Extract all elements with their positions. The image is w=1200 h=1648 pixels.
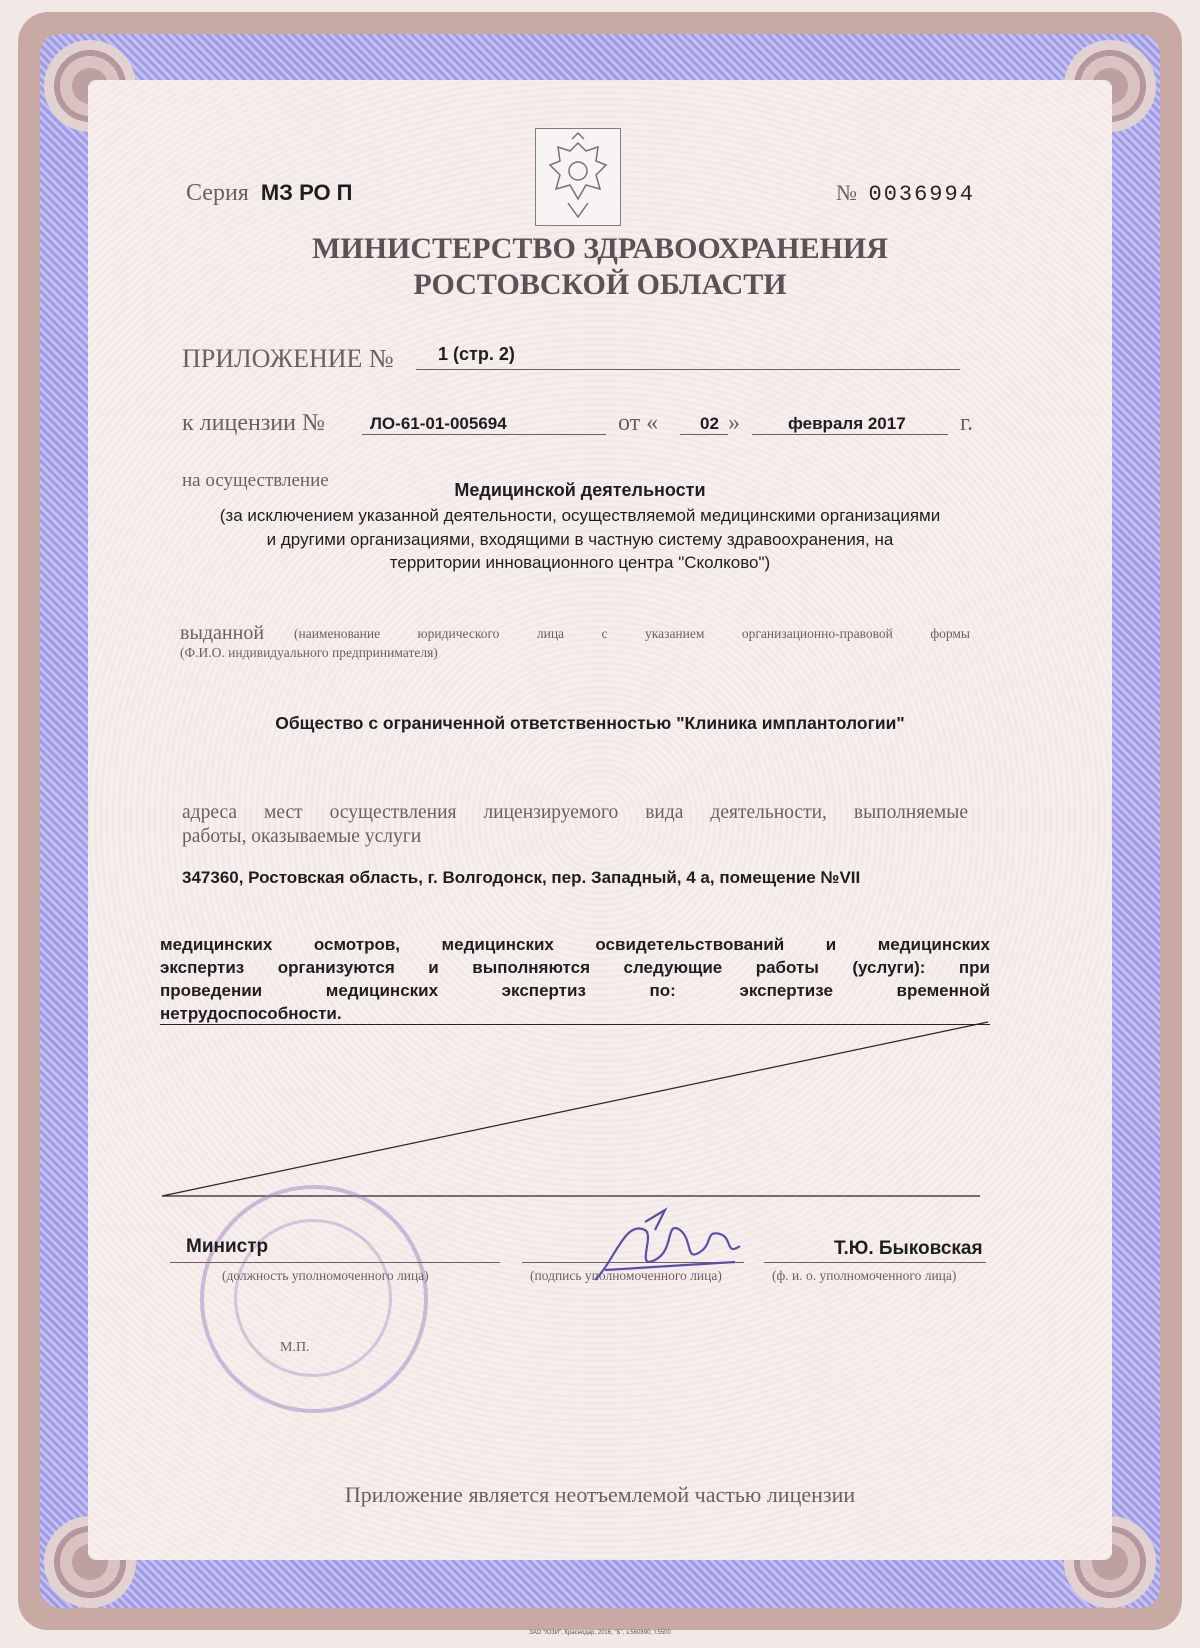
address-value: 347360, Ростовская область, г. Волгодонск, пер. Западный, 4 а, помещение №VII	[182, 868, 861, 887]
activity-line1: (за исключением указанной деятельности, осуществляемой медицинскими организациями	[219, 506, 941, 525]
signature-hint: (подпись уполномоченного лица)	[530, 1268, 722, 1283]
number-value: 0036994	[868, 182, 975, 207]
handwritten-signature	[585, 1200, 755, 1290]
license-month-year: февраля 2017	[788, 414, 906, 433]
issued-hint-line1: (наименование юридического лица с указанием организационно-правовой формы	[294, 626, 970, 641]
appendix-underline	[416, 369, 960, 370]
services-line4: нетрудоспособности.	[160, 1004, 342, 1023]
address-label-line1: адреса мест осуществления лицензируемого вида деятельности, выполняемые	[182, 802, 968, 823]
services-line2: экспертиз организуются и выполняются следующие работы (услуги): при	[160, 958, 990, 977]
appendix-label: ПРИЛОЖЕНИЕ №	[182, 344, 394, 373]
series-label: Серия	[186, 180, 249, 206]
blank-space-strikeout	[160, 1020, 990, 1200]
activity-line3: территории инновационного центра "Сколково")	[389, 553, 771, 572]
license-number-underline	[362, 434, 606, 435]
number-label: №	[836, 180, 857, 205]
activity-title: Медицинской деятельности	[454, 480, 706, 500]
address-label-line2: работы, оказываемые услуги	[182, 826, 422, 847]
license-day: 02	[700, 414, 719, 433]
license-from-label: от «	[618, 410, 659, 436]
name-underline	[764, 1262, 986, 1263]
coat-of-arms-icon	[535, 128, 621, 226]
license-date-underline	[752, 434, 948, 435]
issued-hint-line2: (Ф.И.О. индивидуального предпринимателя)	[180, 645, 438, 660]
footer-note: Приложение является неотъемлемой частью лицензии	[344, 1482, 856, 1507]
services-line1: медицинских осмотров, медицинских освидетельствований и медицинских	[160, 935, 990, 954]
license-year-suffix: г.	[960, 410, 974, 436]
signer-position: Министр	[186, 1236, 269, 1257]
series-value: МЗ РО П	[260, 180, 353, 205]
ministry-title-line1: МИНИСТЕРСТВО ЗДРАВООХРАНЕНИЯ	[312, 232, 888, 265]
name-hint: (ф. и. о. уполномоченного лица)	[772, 1268, 957, 1283]
printer-info: ЗАО "ЮЗИ", Краснодар, 2016, "Б", з.560890, т.5500	[529, 1630, 671, 1636]
official-seal-stamp	[200, 1185, 428, 1413]
appendix-value: 1 (стр. 2)	[438, 344, 515, 364]
license-prefix: к лицензии №	[182, 410, 325, 436]
number-row	[836, 180, 975, 207]
ministry-title-line2: РОСТОВСКОЙ ОБЛАСТИ	[413, 268, 787, 301]
stamp-place-label: М.П.	[280, 1340, 310, 1355]
signer-name: Т.Ю. Быковская	[834, 1238, 983, 1259]
services-line3: проведении медицинских экспертиз по: экспертизе временной	[160, 981, 990, 1000]
activity-line2: и другими организациями, входящими в частную систему здравоохранения, на	[266, 530, 894, 549]
series-row	[186, 180, 353, 207]
position-hint: (должность уполномоченного лица)	[222, 1268, 429, 1283]
issued-label: выданной	[180, 622, 265, 644]
license-day-close: »	[728, 410, 740, 436]
position-underline	[170, 1262, 500, 1263]
license-day-underline	[680, 434, 728, 435]
activity-label: на осуществление	[182, 470, 329, 491]
organization-name: Общество с ограниченной ответственностью "Клиника имплантологии"	[275, 713, 905, 733]
license-number: ЛО-61-01-005694	[370, 414, 507, 433]
